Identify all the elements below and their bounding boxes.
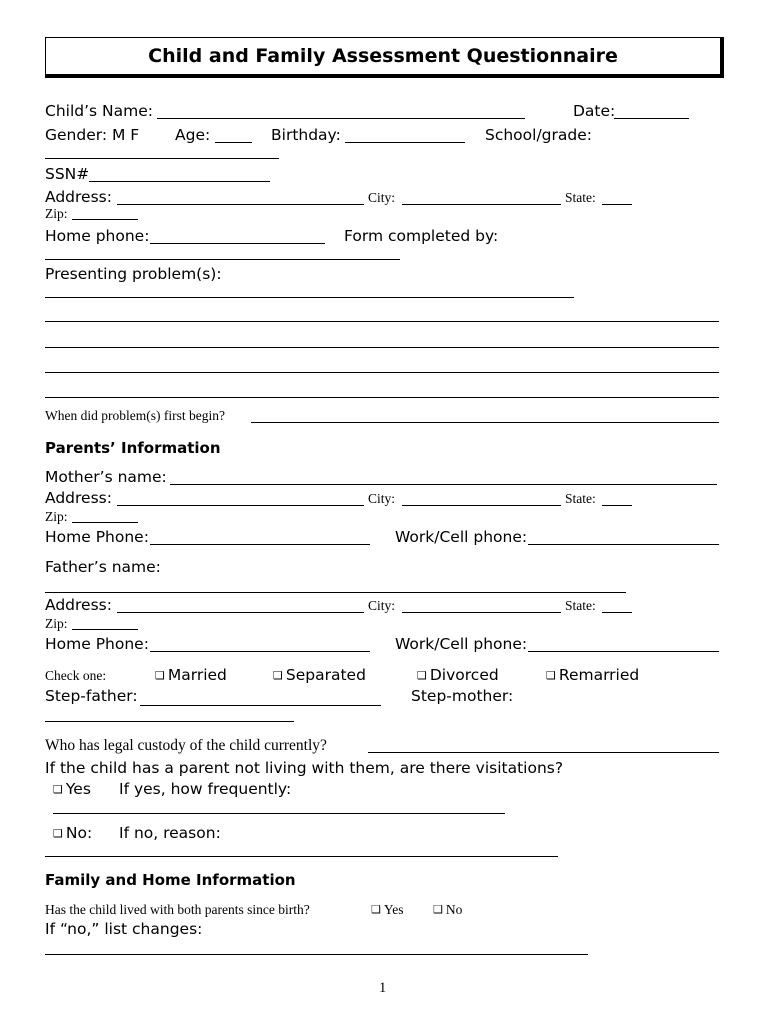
- zip-label: Zip:: [45, 206, 68, 221]
- divorced-label: Divorced: [429, 666, 499, 684]
- checkbox-icon[interactable]: ❑: [546, 669, 556, 682]
- father-work-phone-field[interactable]: [528, 651, 719, 652]
- mother-zip-label: Zip:: [45, 509, 68, 524]
- birthday-field[interactable]: [345, 142, 465, 143]
- mother-home-phone-field[interactable]: [150, 544, 370, 545]
- father-address-field[interactable]: [117, 612, 364, 613]
- lived-both-yes-option[interactable]: [371, 902, 404, 918]
- check-one-label: Check one:: [45, 668, 107, 683]
- mother-city-field[interactable]: [402, 505, 561, 506]
- lived-both-no-option[interactable]: [433, 902, 462, 918]
- stepmother-field[interactable]: [45, 721, 294, 722]
- mother-address-field[interactable]: [117, 505, 364, 506]
- checkbox-icon[interactable]: ❑: [53, 827, 63, 840]
- father-name-label: Father’s name:: [45, 558, 161, 576]
- presenting-problem-line[interactable]: [45, 297, 574, 298]
- father-name-field[interactable]: [45, 592, 626, 593]
- presenting-problem-line[interactable]: [45, 321, 719, 322]
- father-zip-label: Zip:: [45, 616, 68, 631]
- separated-label: Separated: [285, 666, 366, 684]
- visitation-yes-option[interactable]: [53, 780, 91, 799]
- checkbox-icon[interactable]: ❑: [417, 669, 427, 682]
- divorced-option[interactable]: [417, 666, 499, 685]
- child-name-field[interactable]: [157, 118, 525, 119]
- father-home-phone-label: Home Phone:: [45, 635, 149, 653]
- stepmother-label: Step-mother:: [411, 687, 514, 705]
- school-grade-label: School/grade:: [485, 126, 592, 144]
- checkbox-icon[interactable]: ❑: [433, 904, 443, 916]
- presenting-problem-line[interactable]: [45, 397, 719, 398]
- lived-both-yes-label: Yes: [383, 902, 404, 917]
- date-label: Date:: [573, 102, 616, 120]
- visitation-reason-label: If no, reason:: [119, 824, 221, 842]
- mother-work-phone-field[interactable]: [528, 544, 719, 545]
- zip-field[interactable]: [72, 219, 138, 220]
- mother-work-phone-label: Work/Cell phone:: [395, 528, 528, 546]
- father-zip-field[interactable]: [72, 629, 138, 630]
- address-field[interactable]: [117, 204, 364, 205]
- page-number: 1: [379, 980, 387, 996]
- date-field[interactable]: [614, 118, 689, 119]
- age-field[interactable]: [215, 142, 252, 143]
- visitation-frequency-field[interactable]: [53, 813, 505, 814]
- mother-address-label: Address:: [45, 489, 112, 507]
- ssn-field[interactable]: [89, 181, 270, 182]
- father-work-phone-label: Work/Cell phone:: [395, 635, 528, 653]
- mother-state-label: State:: [565, 491, 596, 506]
- form-completed-field[interactable]: [45, 259, 400, 260]
- first-begin-field[interactable]: [251, 422, 719, 423]
- mother-home-phone-label: Home Phone:: [45, 528, 149, 546]
- father-state-label: State:: [565, 598, 596, 613]
- remarried-label: Remarried: [558, 666, 640, 684]
- address-label: Address:: [45, 188, 112, 206]
- visitation-no-label: No:: [65, 824, 93, 842]
- checkbox-icon[interactable]: ❑: [273, 669, 283, 682]
- father-home-phone-field[interactable]: [150, 651, 370, 652]
- list-changes-label: If “no,” list changes:: [45, 920, 203, 938]
- title-box: [45, 37, 724, 78]
- custody-field[interactable]: [368, 752, 719, 753]
- father-state-field[interactable]: [602, 612, 632, 613]
- checkbox-icon[interactable]: ❑: [155, 669, 165, 682]
- birthday-label: Birthday:: [271, 126, 341, 144]
- mother-state-field[interactable]: [602, 505, 632, 506]
- state-field[interactable]: [602, 204, 632, 205]
- age-label: Age:: [175, 126, 211, 144]
- first-begin-label: When did problem(s) first begin?: [45, 408, 225, 423]
- presenting-problem-label: Presenting problem(s):: [45, 265, 222, 283]
- checkbox-icon[interactable]: ❑: [53, 783, 63, 796]
- list-changes-field[interactable]: [45, 954, 588, 955]
- city-label: City:: [368, 190, 396, 205]
- mother-city-label: City:: [368, 491, 396, 506]
- page-title: Child and Family Assessment Questionnaire: [148, 45, 618, 67]
- child-name-label: Child’s Name:: [45, 102, 153, 120]
- father-city-field[interactable]: [402, 612, 561, 613]
- parents-heading: Parents’ Information: [45, 439, 221, 457]
- stepfather-field[interactable]: [140, 705, 381, 706]
- married-option[interactable]: [155, 666, 227, 685]
- lived-both-no-label: No: [445, 902, 463, 917]
- visitation-question: If the child has a parent not living with them, are there visitations?: [45, 759, 564, 777]
- presenting-problem-line[interactable]: [45, 372, 719, 373]
- home-phone-label: Home phone:: [45, 227, 150, 245]
- mother-name-label: Mother’s name:: [45, 468, 167, 486]
- home-phone-field[interactable]: [150, 243, 325, 244]
- ssn-label: SSN#: [45, 165, 90, 183]
- stepfather-label: Step-father:: [45, 687, 138, 705]
- form-completed-label: Form completed by:: [344, 227, 499, 245]
- checkbox-icon[interactable]: ❑: [371, 904, 381, 916]
- lived-both-label: Has the child lived with both parents since birth?: [45, 902, 310, 917]
- remarried-option[interactable]: [546, 666, 639, 685]
- visitation-no-option[interactable]: [53, 824, 92, 843]
- presenting-problem-line[interactable]: [45, 347, 719, 348]
- family-heading: Family and Home Information: [45, 871, 296, 889]
- visitation-reason-field[interactable]: [45, 856, 558, 857]
- custody-label: Who has legal custody of the child currently?: [45, 737, 327, 754]
- visitation-frequency-label: If yes, how frequently:: [119, 780, 292, 798]
- mother-zip-field[interactable]: [72, 522, 138, 523]
- father-address-label: Address:: [45, 596, 112, 614]
- father-city-label: City:: [368, 598, 396, 613]
- married-label: Married: [167, 666, 227, 684]
- gender-label[interactable]: Gender: M F: [45, 126, 140, 144]
- mother-name-field[interactable]: [170, 484, 717, 485]
- visitation-yes-label: Yes: [65, 780, 91, 798]
- separated-option[interactable]: [273, 666, 366, 685]
- city-field[interactable]: [402, 204, 561, 205]
- state-label: State:: [565, 190, 596, 205]
- school-grade-field[interactable]: [45, 158, 279, 159]
